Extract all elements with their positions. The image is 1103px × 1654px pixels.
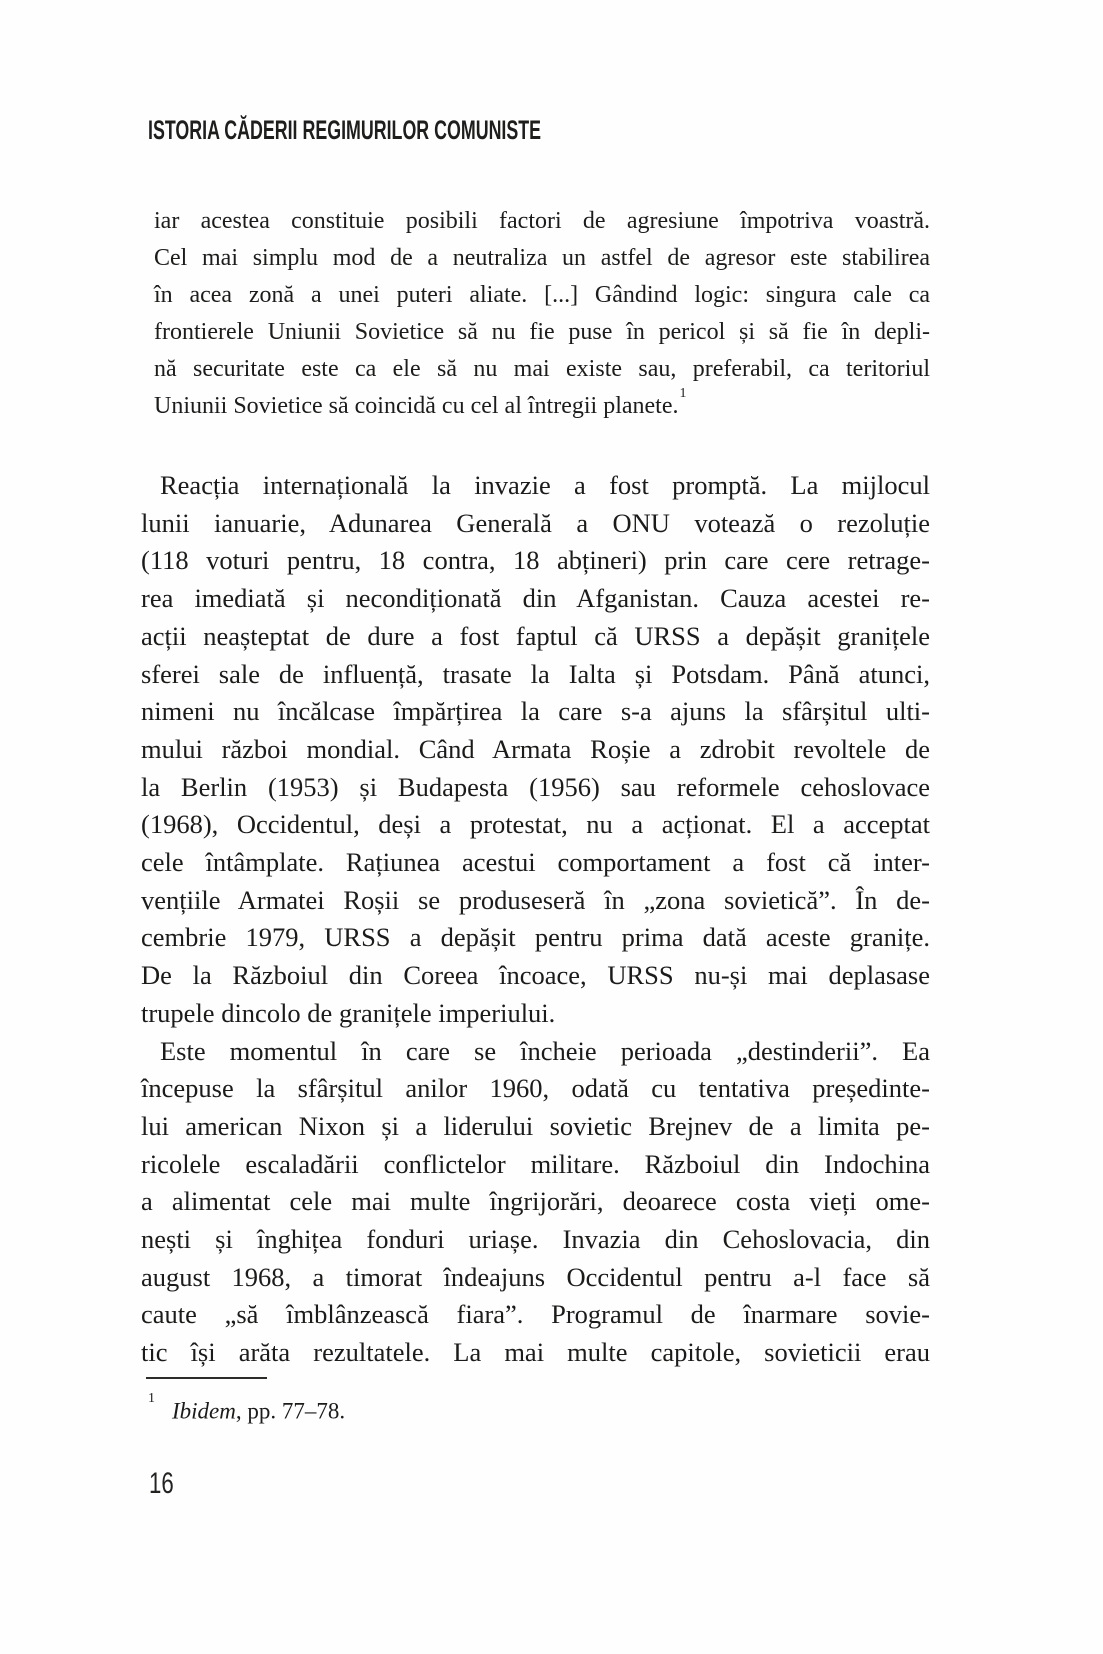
paragraph — [141, 1033, 930, 1372]
body-line: Este momentul în care se încheie perioada „destinderii”. Ea — [160, 1035, 930, 1066]
body-line: caute „să îmblânzească fiara”. Programul de înarmare sovie- — [141, 1299, 930, 1330]
body-line: (118 voturi pentru, 18 contra, 18 abțineri) prin care cere retrage- — [141, 545, 930, 576]
body-line: Reacția internațională la invazie a fost promptă. La mijlocul — [160, 470, 930, 500]
footnote-reference: 1 — [679, 386, 687, 402]
footnote-source: Ibidem — [172, 1398, 236, 1424]
body-text — [141, 467, 930, 1372]
body-line: a alimentat cele mai multe îngrijorări, deoarece costa vieți ome- — [141, 1186, 930, 1217]
body-line: sferei sale de influență, trasate la Ialta și Potsdam. Până atunci, — [141, 658, 930, 689]
quote-line: Cel mai simplu mod de a neutraliza un astfel de agresor este stabilirea — [154, 245, 930, 271]
body-line: acții neașteptat de dure a fost faptul că URSS a depășit granițele — [141, 620, 930, 651]
body-line: De la Războiul din Coreea încoace, URSS nu-și mai deplasase — [141, 960, 930, 991]
body-line: tic își arăta rezultatele. La mai multe capitole, sovieticii erau — [141, 1337, 930, 1368]
body-line: rea imediată și necondiționată din Afganistan. Cauza acestei re- — [141, 583, 930, 614]
paragraph — [141, 467, 930, 1033]
body-line: trupele dincolo de granițele imperiului. — [141, 997, 556, 1028]
body-line: august 1968, a timorat îndeajuns Occidentul pentru a-l face să — [141, 1261, 930, 1292]
body-line: mului război mondial. Când Armata Roșie a zdrobit revoltele de — [141, 733, 930, 764]
footnote-separator — [146, 1377, 267, 1379]
body-line: vențiile Armatei Roșii se produseseră în „zona sovietică”. În de- — [141, 884, 930, 915]
quote-line-text: Uniunii Sovietice să coincidă cu cel al întregii planete. — [154, 393, 679, 419]
body-line: începuse la sfârșitul anilor 1960, odată cu tentativa președinte- — [141, 1073, 930, 1104]
footnote-pages: , pp. 77–78. — [235, 1398, 346, 1424]
body-line: lui american Nixon și a liderului sovietic Brejnev de a limita pe- — [141, 1110, 930, 1141]
page-number: 16 — [149, 1467, 174, 1500]
body-line: cembrie 1979, URSS a depășit pentru prima dată aceste granițe. — [141, 922, 930, 953]
running-header: ISTORIA CĂDERII REGIMURILOR COMUNISTE — [148, 115, 542, 145]
body-line: lunii ianuarie, Adunarea Generală a ONU votează o rezoluție — [141, 507, 930, 538]
body-line: nești și înghițea fonduri uriașe. Invazia din Cehoslovacia, din — [141, 1224, 930, 1255]
body-line: (1968), Occidentul, deși a protestat, nu a acționat. El a acceptat — [141, 809, 930, 840]
quote-line: iar acestea constituie posibili factori de agresiune împotriva voastră. — [154, 208, 930, 234]
quote-line: nă securitate este ca ele să nu mai existe sau, preferabil, ca teritoriul — [154, 356, 930, 382]
quote-line: în acea zonă a unei puteri aliate. [...] Gândind logic: singura cale ca — [154, 282, 930, 308]
body-line: nimeni nu încălcase împărțirea la care s-a ajuns la sfârșitul ulti- — [141, 696, 930, 727]
block-quote — [154, 203, 930, 425]
quote-line — [154, 388, 930, 425]
body-line: cele întâmplate. Rațiunea acestui comportament a fost că inter- — [141, 847, 930, 878]
body-line: la Berlin (1953) și Budapesta (1956) sau reformele cehoslovace — [141, 771, 930, 802]
quote-line: frontierele Uniunii Sovietice să nu fie puse în pericol și să fie în depli- — [154, 319, 930, 345]
body-line: ricolele escaladării conflictelor militare. Războiul din Indochina — [141, 1148, 930, 1179]
footnote — [146, 1392, 935, 1427]
footnote-marker: 1 — [148, 1391, 155, 1406]
